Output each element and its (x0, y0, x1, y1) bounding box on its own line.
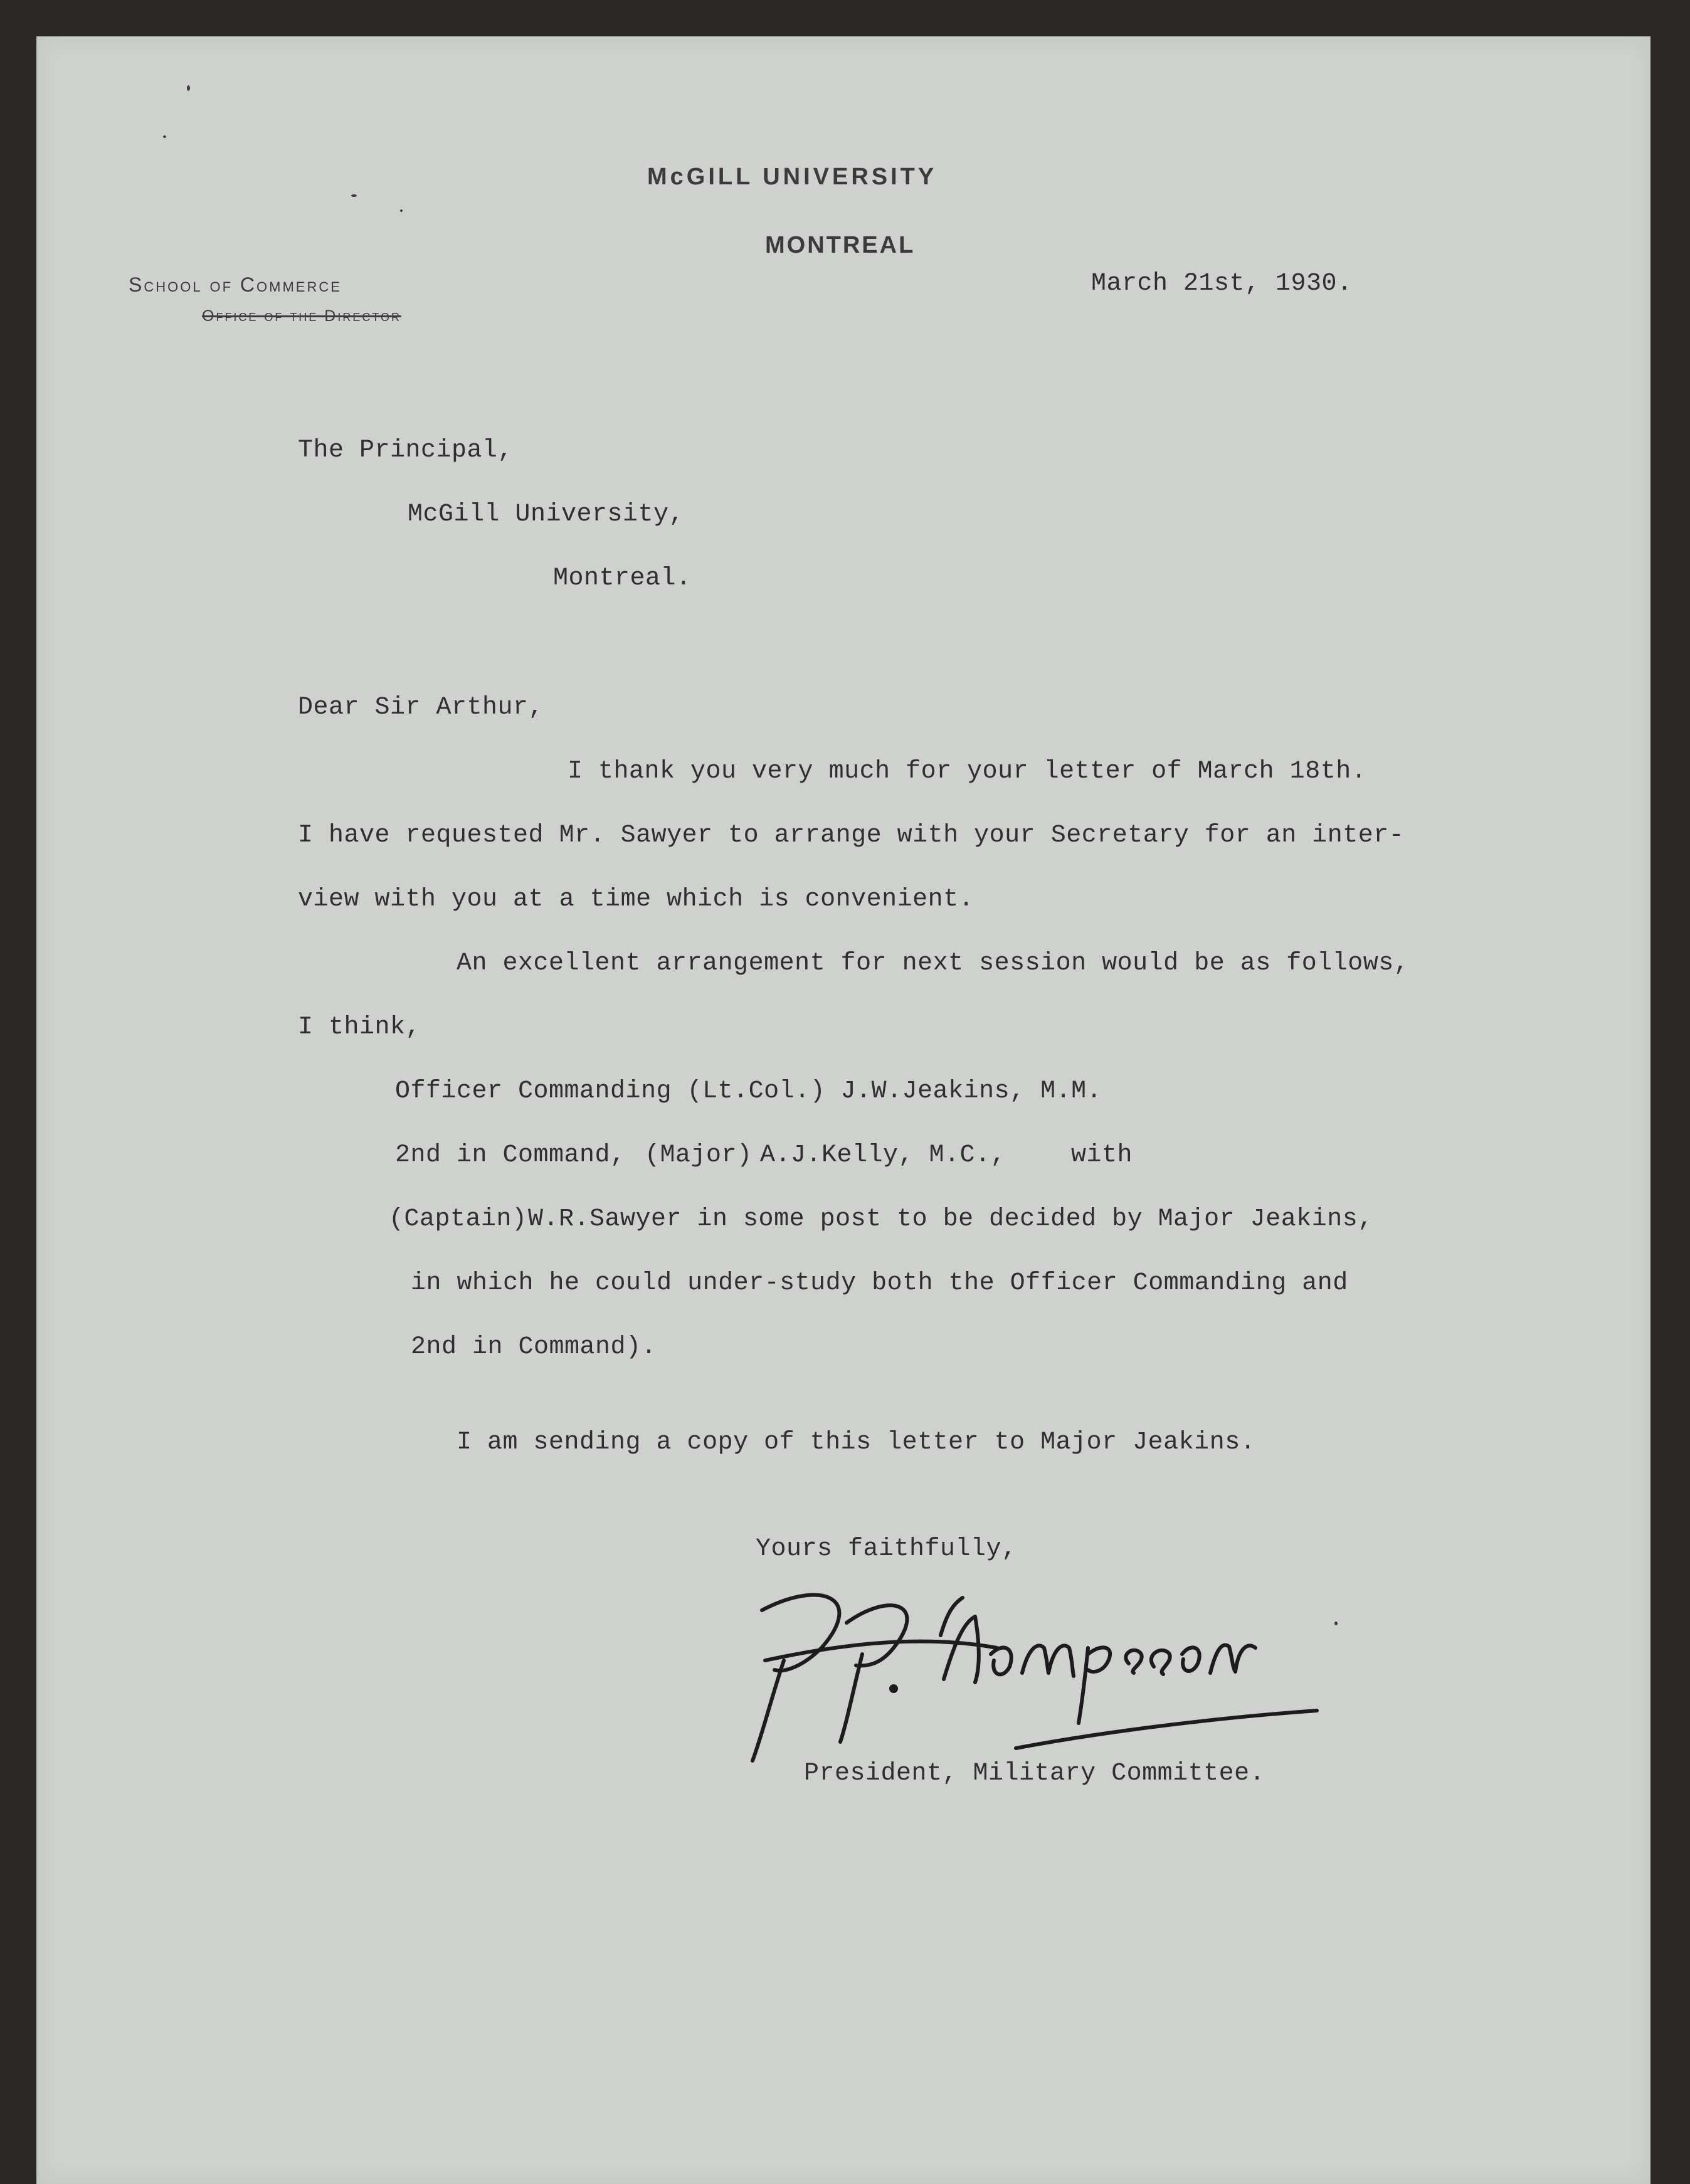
address-line-2: McGill University, (408, 500, 685, 529)
salutation: Dear Sir Arthur, (298, 694, 544, 722)
arrangement-item-1: Officer Commanding (Lt.Col.) J.W.Jeakins, M.M. (395, 1077, 1102, 1105)
arrangement-item-2-rank-handwritten: (Major) (645, 1141, 753, 1169)
body-text-line: I think, (298, 1013, 421, 1042)
signatory-title: President, Military Committee. (804, 1759, 1265, 1788)
letterhead-office-struck: Office of the Director (202, 307, 402, 325)
letterhead-school: School of Commerce (129, 273, 342, 296)
paper-speck (187, 85, 190, 91)
letter-date: March 21st, 1930. (1091, 270, 1353, 298)
address-line-1: The Principal, (298, 436, 514, 465)
body-text-line: I thank you very much for your letter of March 18th. (568, 757, 1367, 786)
body-text-line: view with you at a time which is convenient. (298, 885, 974, 914)
closing: Yours faithfully, (756, 1535, 1017, 1563)
body-text-line: An excellent arrangement for next session would be as follows, (457, 949, 1410, 978)
letterhead-city: MONTREAL (765, 232, 916, 258)
arrangement-item-3-rank-handwritten: (Captain) (389, 1205, 527, 1233)
body-text-line: I have requested Mr. Sawyer to arrange with your Secretary for an inter- (298, 821, 1405, 850)
paper-speck (163, 135, 166, 138)
arrangement-item-2-name: A.J.Kelly, M.C., (760, 1141, 1006, 1169)
arrangement-item-2-with: with (1071, 1141, 1133, 1169)
arrangement-item-3-line-2: in which he could under-study both the Officer Commanding and (411, 1269, 1348, 1297)
body-text-line: I am sending a copy of this letter to Major Jeakins. (457, 1428, 1256, 1457)
handwritten-signature (727, 1554, 1380, 1792)
address-line-3: Montreal. (553, 564, 692, 593)
arrangement-item-3-text: W.R.Sawyer in some post to be decided by Major Jeakins, (528, 1205, 1373, 1233)
arrangement-item-3-line-3: 2nd in Command). (411, 1333, 657, 1361)
arrangement-item-2-label: 2nd in Command, (395, 1141, 626, 1169)
letterhead-university: McGILL UNIVERSITY (647, 164, 937, 190)
paper-speck (400, 209, 403, 212)
letter-sheet (36, 36, 1650, 2184)
paper-speck (351, 194, 357, 197)
